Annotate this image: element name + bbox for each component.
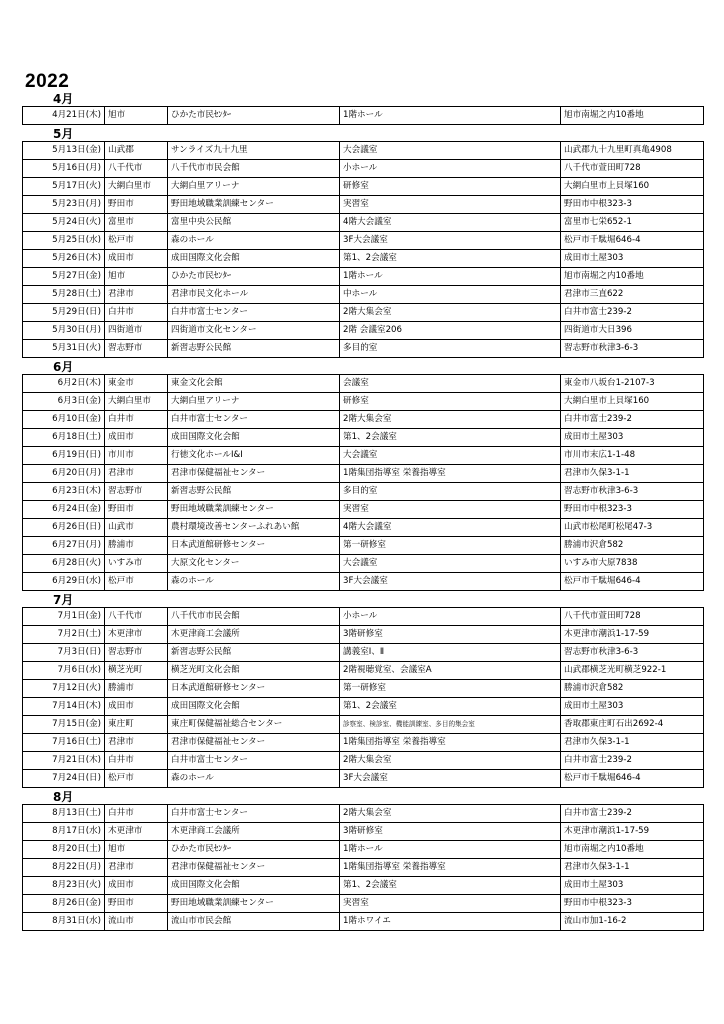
city-cell: 旭市 <box>105 268 168 286</box>
city-cell: 成田市 <box>105 250 168 268</box>
table-row <box>23 465 704 483</box>
room-cell: 実習室 <box>340 196 561 214</box>
venue-cell: 成田国際文化会館 <box>168 877 340 895</box>
room-cell: 1階ホール <box>340 841 561 859</box>
table-row <box>23 573 704 591</box>
table-row <box>23 519 704 537</box>
address-cell: 成田市土屋303 <box>561 429 704 447</box>
room-cell: 2階大集会室 <box>340 752 561 770</box>
address-cell: 流山市加1-16-2 <box>561 913 704 931</box>
address-cell: 四街道市大日396 <box>561 322 704 340</box>
table-row <box>23 752 704 770</box>
date-cell: 7月2日(土) <box>23 626 105 644</box>
venue-cell: 木更津商工会議所 <box>168 626 340 644</box>
city-cell: 四街道市 <box>105 322 168 340</box>
address-cell: 習志野市秋津3-6-3 <box>561 340 704 358</box>
address-cell: 木更津市潮浜1-17-59 <box>561 823 704 841</box>
address-cell: いすみ市大原7838 <box>561 555 704 573</box>
date-cell: 7月12日(火) <box>23 680 105 698</box>
date-cell: 8月23日(火) <box>23 877 105 895</box>
address-cell: 野田市中根323-3 <box>561 501 704 519</box>
table-row <box>23 734 704 752</box>
city-cell: 勝浦市 <box>105 680 168 698</box>
city-cell: 山武市 <box>105 519 168 537</box>
date-cell: 6月29日(水) <box>23 573 105 591</box>
date-cell: 7月1日(金) <box>23 608 105 626</box>
city-cell: 東庄町 <box>105 716 168 734</box>
room-cell: 3F大会議室 <box>340 232 561 250</box>
address-cell: 旭市南堀之内10番地 <box>561 107 704 125</box>
month-section <box>22 593 704 788</box>
venue-cell: 白井市富士センター <box>168 411 340 429</box>
venue-cell: 東金文化会館 <box>168 375 340 393</box>
date-cell: 4月21日(木) <box>23 107 105 125</box>
table-row <box>23 537 704 555</box>
room-cell: 研修室 <box>340 178 561 196</box>
venue-cell: 野田地域職業訓練センター <box>168 895 340 913</box>
venue-cell: 農村環境改善センターふれあい館 <box>168 519 340 537</box>
date-cell: 8月22日(月) <box>23 859 105 877</box>
address-cell: 野田市中根323-3 <box>561 196 704 214</box>
venue-cell: 野田地域職業訓練センター <box>168 501 340 519</box>
room-cell: 1階ホール <box>340 107 561 125</box>
address-cell: 八千代市萱田町728 <box>561 160 704 178</box>
schedule-table <box>22 607 704 788</box>
month-title: 4月 <box>53 92 74 106</box>
date-cell: 5月17日(火) <box>23 178 105 196</box>
venue-cell: 行徳文化ホールI&I <box>168 447 340 465</box>
venue-cell: 東庄町保健福祉総合センター <box>168 716 340 734</box>
date-cell: 8月13日(土) <box>23 805 105 823</box>
city-cell: 大網白里市 <box>105 178 168 196</box>
room-cell: 第1、2会議室 <box>340 698 561 716</box>
city-cell: 君津市 <box>105 859 168 877</box>
schedule-table <box>22 804 704 931</box>
city-cell: 君津市 <box>105 465 168 483</box>
table-row <box>23 913 704 931</box>
venue-cell: 成田国際文化会館 <box>168 698 340 716</box>
venue-cell: 四街道市文化センター <box>168 322 340 340</box>
date-cell: 5月26日(木) <box>23 250 105 268</box>
room-cell: 研修室 <box>340 393 561 411</box>
table-row <box>23 322 704 340</box>
month-title: 6月 <box>53 360 74 374</box>
month-section <box>22 127 704 358</box>
city-cell: 野田市 <box>105 501 168 519</box>
venue-cell: 成田国際文化会館 <box>168 250 340 268</box>
date-cell: 6月19日(日) <box>23 447 105 465</box>
table-row <box>23 770 704 788</box>
room-cell: 実習室 <box>340 501 561 519</box>
month-section <box>22 92 704 125</box>
room-cell: 2階 会議室206 <box>340 322 561 340</box>
address-cell: 成田市土屋303 <box>561 698 704 716</box>
date-cell: 5月24日(火) <box>23 214 105 232</box>
address-cell: 習志野市秋津3-6-3 <box>561 483 704 501</box>
address-cell: 白井市富士239-2 <box>561 805 704 823</box>
venue-cell: 流山市市民会館 <box>168 913 340 931</box>
address-cell: 野田市中根323-3 <box>561 895 704 913</box>
address-cell: 山武郡九十九里町真亀4908 <box>561 142 704 160</box>
table-row <box>23 232 704 250</box>
city-cell: 白井市 <box>105 752 168 770</box>
date-cell: 6月27日(月) <box>23 537 105 555</box>
venue-cell: 大網白里アリーナ <box>168 178 340 196</box>
venue-cell: 新習志野公民館 <box>168 483 340 501</box>
date-cell: 7月15日(金) <box>23 716 105 734</box>
month-title: 8月 <box>53 790 74 804</box>
room-cell: 第1、2会議室 <box>340 877 561 895</box>
city-cell: 成田市 <box>105 429 168 447</box>
months-container <box>22 92 704 931</box>
room-cell: 3階研修室 <box>340 823 561 841</box>
venue-cell: 八千代市市民会館 <box>168 608 340 626</box>
venue-cell: 八千代市市民会館 <box>168 160 340 178</box>
address-cell: 旭市南堀之内10番地 <box>561 841 704 859</box>
date-cell: 5月30日(月) <box>23 322 105 340</box>
schedule-table <box>22 374 704 591</box>
address-cell: 香取郡東庄町石出2692-4 <box>561 716 704 734</box>
address-cell: 山武市松尾町松尾47-3 <box>561 519 704 537</box>
table-row <box>23 286 704 304</box>
room-cell: 第一研修室 <box>340 680 561 698</box>
table-row <box>23 178 704 196</box>
schedule-table <box>22 141 704 358</box>
date-cell: 6月23日(木) <box>23 483 105 501</box>
venue-cell: 君津市保健福祉センター <box>168 465 340 483</box>
address-cell: 大網白里市上貝塚160 <box>561 393 704 411</box>
table-row <box>23 841 704 859</box>
city-cell: 旭市 <box>105 841 168 859</box>
room-cell: 第1、2会議室 <box>340 429 561 447</box>
room-cell: 1階集団指導室 栄養指導室 <box>340 859 561 877</box>
room-cell: 3F大会議室 <box>340 573 561 591</box>
date-cell: 8月17日(水) <box>23 823 105 841</box>
table-row <box>23 859 704 877</box>
table-row <box>23 107 704 125</box>
venue-cell: 白井市富士センター <box>168 752 340 770</box>
city-cell: 白井市 <box>105 411 168 429</box>
address-cell: 東金市八坂台1-2107-3 <box>561 375 704 393</box>
table-row <box>23 250 704 268</box>
table-row <box>23 716 704 734</box>
room-cell: 大会議室 <box>340 555 561 573</box>
address-cell: 市川市末広1-1-48 <box>561 447 704 465</box>
room-cell: 多目的室 <box>340 483 561 501</box>
room-cell: 小ホール <box>340 608 561 626</box>
date-cell: 6月28日(火) <box>23 555 105 573</box>
venue-cell: 成田国際文化会館 <box>168 429 340 447</box>
city-cell: 野田市 <box>105 895 168 913</box>
month-section <box>22 790 704 931</box>
city-cell: 大網白里市 <box>105 393 168 411</box>
table-row <box>23 268 704 286</box>
table-row <box>23 698 704 716</box>
date-cell: 5月13日(金) <box>23 142 105 160</box>
room-cell: 実習室 <box>340 895 561 913</box>
room-cell: 中ホール <box>340 286 561 304</box>
address-cell: 松戸市千駄堀646-4 <box>561 232 704 250</box>
venue-cell: 新習志野公民館 <box>168 340 340 358</box>
city-cell: 山武郡 <box>105 142 168 160</box>
venue-cell: 木更津商工会議所 <box>168 823 340 841</box>
venue-cell: ひかた市民ｾﾝﾀｰ <box>168 841 340 859</box>
date-cell: 5月29日(日) <box>23 304 105 322</box>
room-cell: 4階大会議室 <box>340 214 561 232</box>
table-row <box>23 501 704 519</box>
address-cell: 成田市土屋303 <box>561 250 704 268</box>
address-cell: 勝浦市沢倉582 <box>561 537 704 555</box>
table-row <box>23 214 704 232</box>
year-heading: 2022 <box>25 71 70 92</box>
city-cell: 勝浦市 <box>105 537 168 555</box>
city-cell: 白井市 <box>105 304 168 322</box>
venue-cell: ひかた市民ｾﾝﾀｰ <box>168 107 340 125</box>
venue-cell: 日本武道館研修センター <box>168 537 340 555</box>
date-cell: 5月28日(土) <box>23 286 105 304</box>
address-cell: 君津市久保3-1-1 <box>561 859 704 877</box>
table-row <box>23 895 704 913</box>
table-row <box>23 626 704 644</box>
address-cell: 山武郡横芝光町横芝922-1 <box>561 662 704 680</box>
venue-cell: 森のホール <box>168 770 340 788</box>
address-cell: 君津市久保3-1-1 <box>561 734 704 752</box>
city-cell: 横芝光町 <box>105 662 168 680</box>
address-cell: 木更津市潮浜1-17-59 <box>561 626 704 644</box>
city-cell: 松戸市 <box>105 573 168 591</box>
city-cell: 松戸市 <box>105 770 168 788</box>
date-cell: 5月25日(水) <box>23 232 105 250</box>
room-cell: 2階大集会室 <box>340 805 561 823</box>
schedule-page <box>22 72 704 933</box>
city-cell: 八千代市 <box>105 608 168 626</box>
venue-cell: 野田地域職業訓練センター <box>168 196 340 214</box>
city-cell: 松戸市 <box>105 232 168 250</box>
date-cell: 7月24日(日) <box>23 770 105 788</box>
date-cell: 5月23日(月) <box>23 196 105 214</box>
venue-cell: 富里中央公民館 <box>168 214 340 232</box>
month-title: 5月 <box>53 127 74 141</box>
address-cell: 富里市七栄652-1 <box>561 214 704 232</box>
table-row <box>23 429 704 447</box>
date-cell: 6月10日(金) <box>23 411 105 429</box>
address-cell: 成田市土屋303 <box>561 877 704 895</box>
venue-cell: 日本武道館研修センター <box>168 680 340 698</box>
table-row <box>23 411 704 429</box>
date-cell: 7月6日(水) <box>23 662 105 680</box>
city-cell: 木更津市 <box>105 823 168 841</box>
date-cell: 6月3日(金) <box>23 393 105 411</box>
room-cell: 1階ホール <box>340 268 561 286</box>
room-cell: 第1、2会議室 <box>340 250 561 268</box>
address-cell: 松戸市千駄堀646-4 <box>561 770 704 788</box>
date-cell: 6月20日(月) <box>23 465 105 483</box>
room-cell: 3階研修室 <box>340 626 561 644</box>
date-cell: 8月20日(土) <box>23 841 105 859</box>
date-cell: 6月26日(日) <box>23 519 105 537</box>
table-row <box>23 483 704 501</box>
city-cell: 流山市 <box>105 913 168 931</box>
table-row <box>23 555 704 573</box>
room-cell: 第一研修室 <box>340 537 561 555</box>
date-cell: 6月2日(木) <box>23 375 105 393</box>
date-cell: 7月16日(土) <box>23 734 105 752</box>
venue-cell: 君津市保健福祉センター <box>168 859 340 877</box>
venue-cell: 君津市民文化ホール <box>168 286 340 304</box>
room-cell: 小ホール <box>340 160 561 178</box>
venue-cell: サンライズ九十九里 <box>168 142 340 160</box>
city-cell: 八千代市 <box>105 160 168 178</box>
venue-cell: ひかた市民ｾﾝﾀｰ <box>168 268 340 286</box>
table-row <box>23 805 704 823</box>
room-cell: 2階大集会室 <box>340 411 561 429</box>
city-cell: 成田市 <box>105 698 168 716</box>
address-cell: 大網白里市上貝塚160 <box>561 178 704 196</box>
date-cell: 8月26日(金) <box>23 895 105 913</box>
table-row <box>23 644 704 662</box>
room-cell: 1階集団指導室 栄養指導室 <box>340 734 561 752</box>
city-cell: 君津市 <box>105 734 168 752</box>
address-cell: 白井市富士239-2 <box>561 752 704 770</box>
date-cell: 5月16日(月) <box>23 160 105 178</box>
room-cell: 3F大会議室 <box>340 770 561 788</box>
table-row <box>23 680 704 698</box>
address-cell: 八千代市萱田町728 <box>561 608 704 626</box>
city-cell: 東金市 <box>105 375 168 393</box>
date-cell: 6月18日(土) <box>23 429 105 447</box>
city-cell: 白井市 <box>105 805 168 823</box>
table-row <box>23 160 704 178</box>
table-row <box>23 340 704 358</box>
table-row <box>23 877 704 895</box>
city-cell: 旭市 <box>105 107 168 125</box>
venue-cell: 新習志野公民館 <box>168 644 340 662</box>
room-cell: 会議室 <box>340 375 561 393</box>
date-cell: 5月31日(火) <box>23 340 105 358</box>
table-row <box>23 196 704 214</box>
venue-cell: 君津市保健福祉センター <box>168 734 340 752</box>
date-cell: 7月14日(木) <box>23 698 105 716</box>
table-row <box>23 142 704 160</box>
room-cell: 2階視聴覚室、会議室A <box>340 662 561 680</box>
date-cell: 5月27日(金) <box>23 268 105 286</box>
venue-cell: 森のホール <box>168 232 340 250</box>
venue-cell: 大原文化センター <box>168 555 340 573</box>
city-cell: 市川市 <box>105 447 168 465</box>
room-cell: 診察室、検診室、機能訓練室、多目的集会室 <box>340 716 561 734</box>
table-row <box>23 393 704 411</box>
city-cell: いすみ市 <box>105 555 168 573</box>
date-cell: 7月21日(木) <box>23 752 105 770</box>
venue-cell: 森のホール <box>168 573 340 591</box>
table-row <box>23 304 704 322</box>
table-row <box>23 375 704 393</box>
schedule-table <box>22 106 704 125</box>
address-cell: 君津市三直622 <box>561 286 704 304</box>
address-cell: 旭市南堀之内10番地 <box>561 268 704 286</box>
room-cell: 多目的室 <box>340 340 561 358</box>
address-cell: 君津市久保3-1-1 <box>561 465 704 483</box>
city-cell: 富里市 <box>105 214 168 232</box>
table-row <box>23 823 704 841</box>
address-cell: 松戸市千駄堀646-4 <box>561 573 704 591</box>
table-row <box>23 447 704 465</box>
date-cell: 7月3日(日) <box>23 644 105 662</box>
month-section <box>22 360 704 591</box>
table-row <box>23 608 704 626</box>
room-cell: 1階集団指導室 栄養指導室 <box>340 465 561 483</box>
venue-cell: 横芝光町文化会館 <box>168 662 340 680</box>
address-cell: 白井市富士239-2 <box>561 304 704 322</box>
address-cell: 白井市富士239-2 <box>561 411 704 429</box>
room-cell: 4階大会議室 <box>340 519 561 537</box>
room-cell: 2階大集会室 <box>340 304 561 322</box>
venue-cell: 白井市富士センター <box>168 805 340 823</box>
city-cell: 野田市 <box>105 196 168 214</box>
city-cell: 木更津市 <box>105 626 168 644</box>
room-cell: 1階ホワイエ <box>340 913 561 931</box>
city-cell: 成田市 <box>105 877 168 895</box>
city-cell: 君津市 <box>105 286 168 304</box>
city-cell: 習志野市 <box>105 340 168 358</box>
room-cell: 講義室Ⅰ、Ⅱ <box>340 644 561 662</box>
room-cell: 大会議室 <box>340 447 561 465</box>
date-cell: 8月31日(水) <box>23 913 105 931</box>
venue-cell: 大網白里アリーナ <box>168 393 340 411</box>
month-title: 7月 <box>53 593 74 607</box>
venue-cell: 白井市富士センター <box>168 304 340 322</box>
city-cell: 習志野市 <box>105 483 168 501</box>
table-row <box>23 662 704 680</box>
date-cell: 6月24日(金) <box>23 501 105 519</box>
address-cell: 習志野市秋津3-6-3 <box>561 644 704 662</box>
room-cell: 大会議室 <box>340 142 561 160</box>
city-cell: 習志野市 <box>105 644 168 662</box>
address-cell: 勝浦市沢倉582 <box>561 680 704 698</box>
